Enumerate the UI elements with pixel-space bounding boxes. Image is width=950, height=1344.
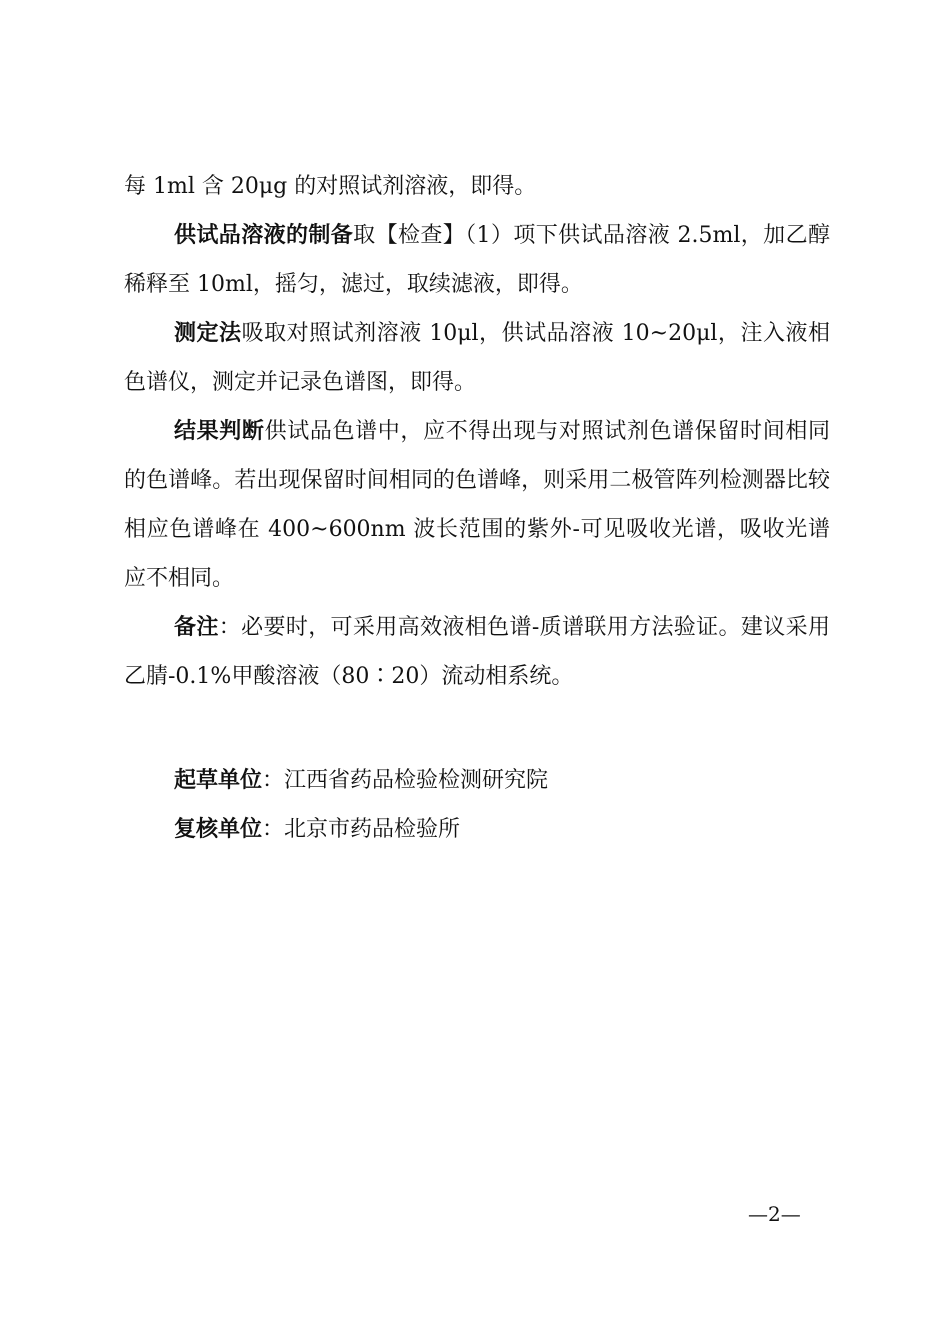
paragraph-text: ：必要时，可采用高效液相色谱-质谱联用方法验证。建议采用乙腈-0.1%甲酸溶液（80∶20）流动相系统。 [124, 615, 830, 689]
drafting-unit-line [174, 756, 548, 805]
paragraph-determination-method [124, 309, 830, 407]
paragraph-text: 每 1ml 含 20μg 的对照试剂溶液，即得。 [124, 174, 537, 199]
review-unit-line [174, 805, 548, 854]
page-number: —2— [748, 1202, 801, 1226]
paragraph-test-solution-preparation [124, 211, 830, 309]
responsible-units [174, 756, 548, 854]
paragraph-text: 供试品色谱中，应不得出现与对照试剂色谱保留时间相同的色谱峰。若出现保留时间相同的色谱峰，则采用二极管阵列检测器比较相应色谱峰在 400~600nm 波长范围的紫外-可见吸收光谱，吸收光谱应不相同。 [124, 419, 830, 591]
paragraph-text: 取【检查】（1）项下供试品溶液 2.5ml，加乙醇稀释至 10ml，摇匀，滤过，取续滤液，即得。 [124, 223, 830, 297]
paragraph-heading: 备注 [174, 615, 219, 640]
review-unit-label: 复核单位 [174, 817, 263, 842]
drafting-unit-value: ：江西省药品检验检测研究院 [262, 768, 549, 793]
paragraph-remarks [124, 603, 830, 701]
paragraph-heading: 测定法 [174, 321, 242, 346]
paragraph-result-judgment [124, 407, 830, 603]
paragraph-heading: 供试品溶液的制备 [174, 223, 354, 248]
paragraph-text: 吸取对照试剂溶液 10μl，供试品溶液 10~20μl，注入液相色谱仪，测定并记录色谱图，即得。 [124, 321, 830, 395]
paragraph-continuation [124, 162, 830, 211]
document-body [124, 162, 830, 701]
drafting-unit-label: 起草单位 [174, 768, 263, 793]
paragraph-heading: 结果判断 [174, 419, 265, 444]
review-unit-value: ：北京市药品检验所 [262, 817, 461, 842]
